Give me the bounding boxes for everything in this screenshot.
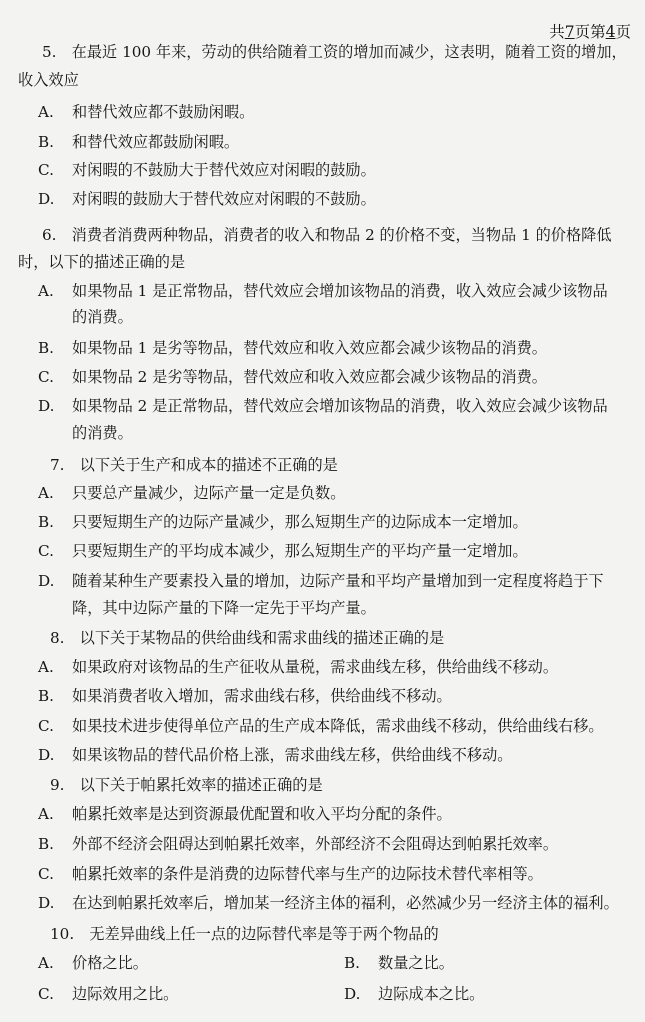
question-10-option-d: D. 边际成本之比。: [344, 985, 485, 1003]
question-6-option-a: A. 如果物品 1 是正常物品，替代效应会增加该物品的消费，收入效应会减少该物品: [38, 282, 608, 300]
question-5-stem-line-2: 收入效应: [18, 71, 79, 89]
question-8-option-b: B. 如果消费者收入增加，需求曲线右移，供给曲线不移动。: [38, 687, 452, 705]
question-5-option-b: B. 和替代效应都鼓励闲暇。: [38, 133, 240, 151]
page-current: 4: [605, 23, 616, 41]
question-8-option-d: D. 如果该物品的替代品价格上涨，需求曲线左移，供给曲线不移动。: [38, 746, 513, 764]
page-total: 7: [564, 23, 575, 41]
question-6-option-c: C. 如果物品 2 是劣等物品，替代效应和收入效应都会减少该物品的消费。: [38, 368, 547, 386]
page-number-prefix: 共: [549, 23, 565, 41]
question-6-option-a-continued: 的消费。: [72, 308, 133, 326]
question-8-stem: 8. 以下关于某物品的供给曲线和需求曲线的描述正确的是: [50, 629, 445, 647]
question-10-option-b: B. 数量之比。: [344, 954, 454, 972]
question-7-option-d: D. 随着某种生产要素投入量的增加，边际产量和平均产量增加到一定程度将趋于下: [38, 572, 604, 590]
question-7-option-d-continued: 降，其中边际产量的下降一定先于平均产量。: [72, 599, 376, 617]
page-number: [549, 20, 631, 42]
question-9-option-b: B. 外部不经济会阻碍达到帕累托效率，外部经济不会阻碍达到帕累托效率。: [38, 835, 558, 853]
page-number-suffix: 页: [615, 23, 631, 41]
page-number-middle: 页第: [574, 23, 606, 41]
question-10-stem: 10. 无差异曲线上任一点的边际替代率是等于两个物品的: [50, 925, 439, 943]
question-10-option-c: C. 边际效用之比。: [38, 985, 179, 1003]
question-6-option-d: D. 如果物品 2 是正常物品，替代效应会增加该物品的消费，收入效应会减少该物品: [38, 397, 608, 415]
question-6-stem-line-1: 6. 消费者消费两种物品，消费者的收入和物品 2 的价格不变，当物品 1 的价格降低: [42, 226, 612, 244]
question-5-stem-line-1: 5. 在最近 100 年来，劳动的供给随着工资的增加而减少，这表明，随着工资的增加，: [42, 43, 627, 61]
question-6-option-b: B. 如果物品 1 是劣等物品，替代效应和收入效应都会减少该物品的消费。: [38, 339, 547, 357]
question-7-stem: 7. 以下关于生产和成本的描述不正确的是: [50, 456, 338, 474]
question-8-option-a: A. 如果政府对该物品的生产征收从量税，需求曲线左移，供给曲线不移动。: [38, 658, 558, 676]
question-9-stem: 9. 以下关于帕累托效率的描述正确的是: [50, 776, 323, 794]
question-5-option-a: A. 和替代效应都不鼓励闲暇。: [38, 103, 255, 121]
question-6-option-d-continued: 的消费。: [72, 424, 133, 442]
question-7-option-b: B. 只要短期生产的边际产量减少，那么短期生产的边际成本一定增加。: [38, 513, 528, 531]
question-9-option-d: D. 在达到帕累托效率后，增加某一经济主体的福利，必然减少另一经济主体的福利。: [38, 894, 619, 912]
question-5-option-c: C. 对闲暇的不鼓励大于替代效应对闲暇的鼓励。: [38, 161, 376, 179]
question-10-option-a: A. 价格之比。: [38, 954, 148, 972]
question-7-option-c: C. 只要短期生产的平均成本减少，那么短期生产的平均产量一定增加。: [38, 542, 528, 560]
question-8-option-c: C. 如果技术进步使得单位产品的生产成本降低，需求曲线不移动，供给曲线右移。: [38, 717, 604, 735]
question-7-option-a: A. 只要总产量减少，边际产量一定是负数。: [38, 484, 346, 502]
question-5-option-d: D. 对闲暇的鼓励大于替代效应对闲暇的不鼓励。: [38, 190, 376, 208]
question-9-option-c: C. 帕累托效率的条件是消费的边际替代率与生产的边际技术替代率相等。: [38, 865, 543, 883]
question-9-option-a: A. 帕累托效率是达到资源最优配置和收入平均分配的条件。: [38, 805, 452, 823]
question-6-stem-line-2: 时，以下的描述正确的是: [18, 253, 186, 271]
